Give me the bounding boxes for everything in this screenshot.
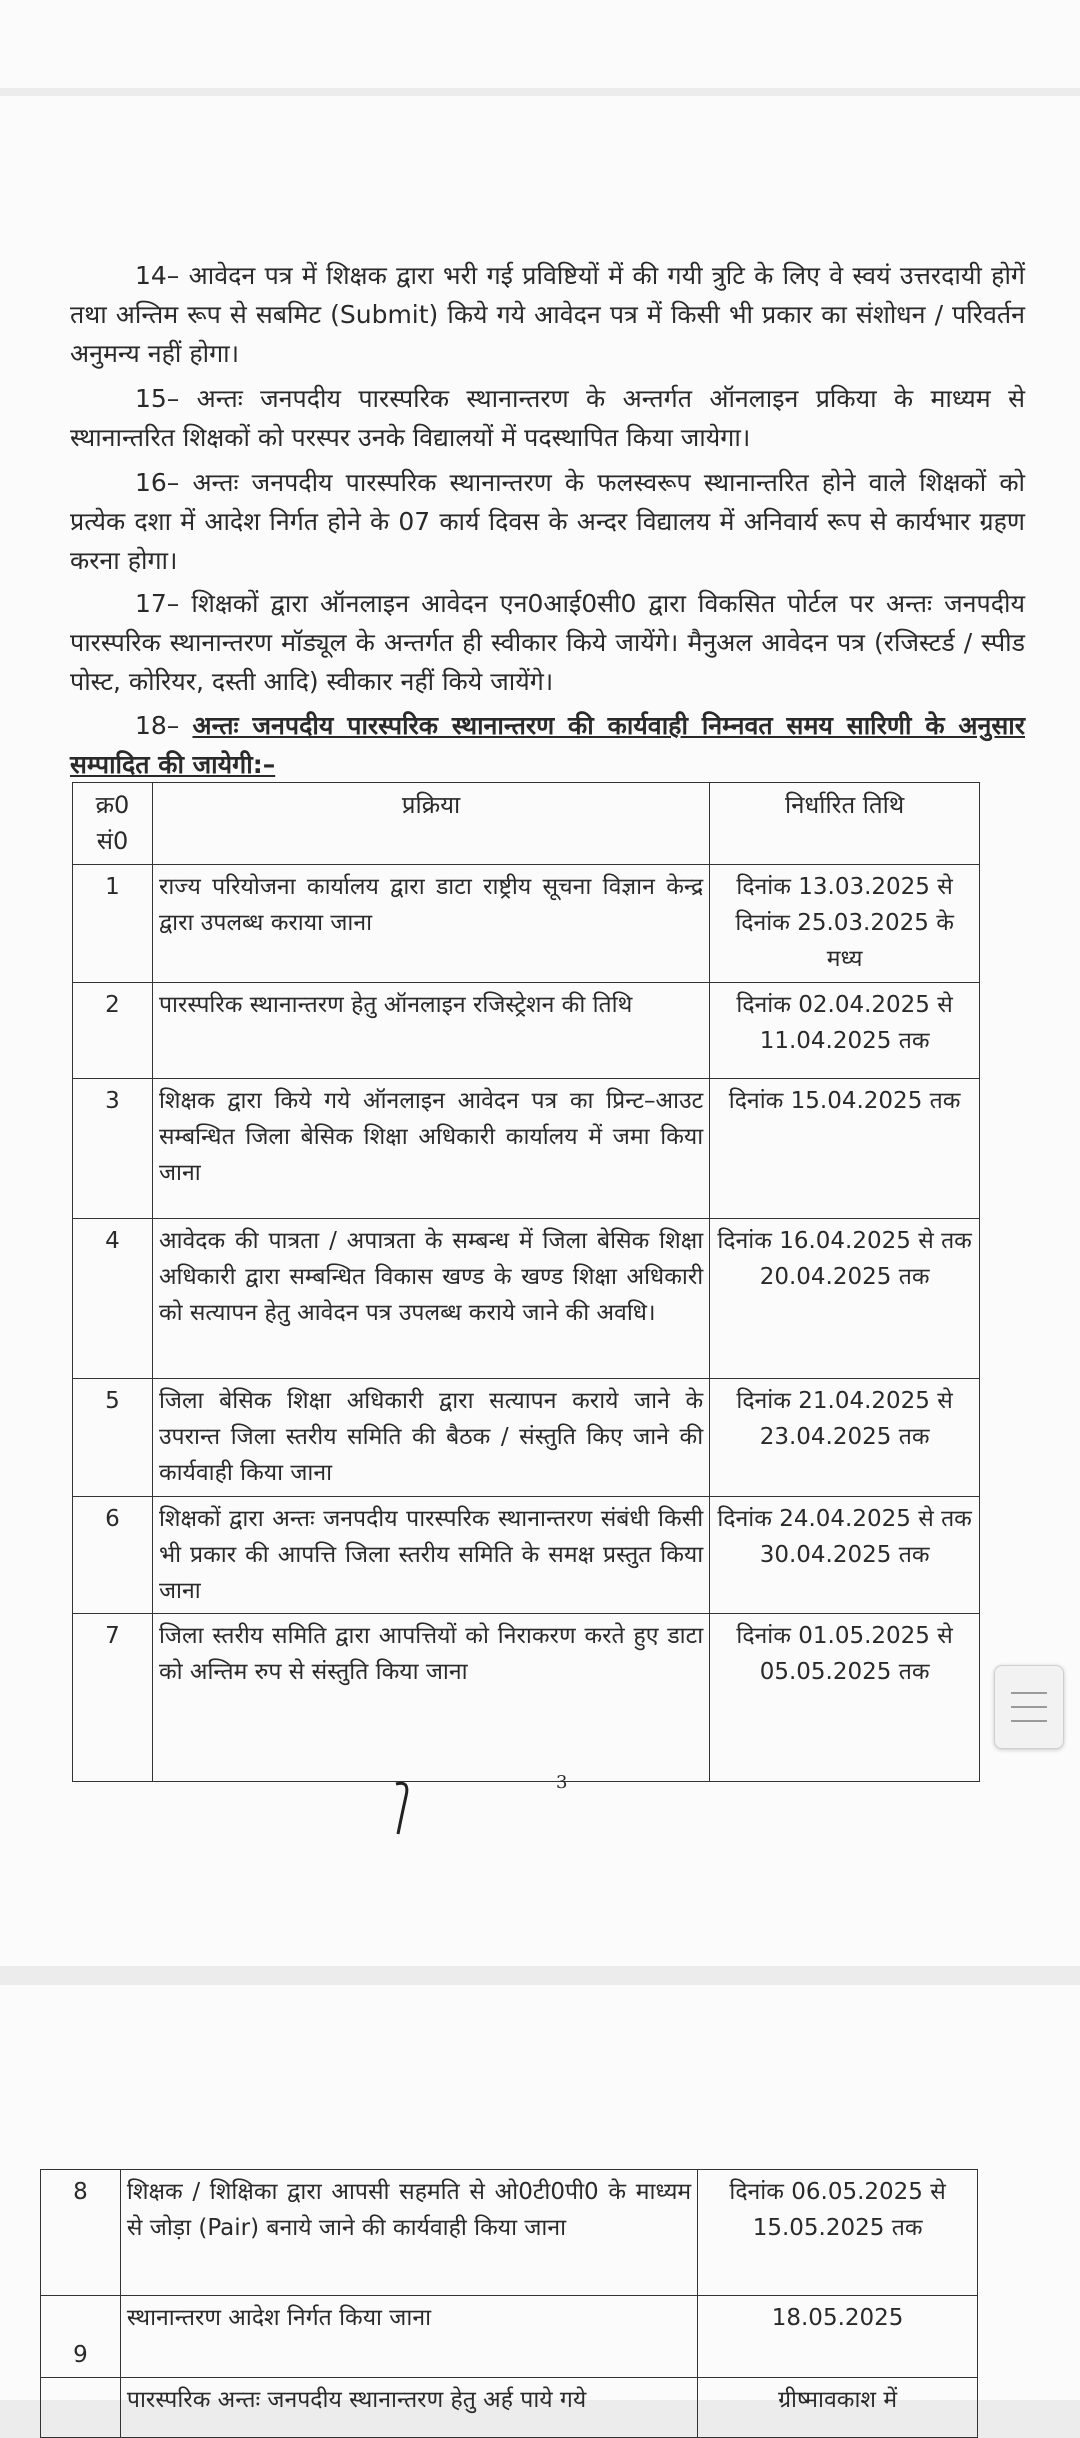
menu-line-icon [1011, 1720, 1047, 1722]
menu-button[interactable] [994, 1665, 1064, 1749]
row-process: राज्य परियोजना कार्यालय द्वारा डाटा राष्ट्रीय सूचना विज्ञान केन्द्र द्वारा उपलब्ध कराया जाना [152, 865, 709, 983]
column-header-process: प्रक्रिया [152, 783, 709, 865]
row-sn: 7 [73, 1614, 153, 1782]
row-process: स्थानान्तरण आदेश निर्गत किया जाना [120, 2296, 697, 2378]
row-sn: 9 [41, 2296, 121, 2378]
signature-mark [390, 1778, 420, 1838]
column-header-sn: क्र0 सं0 [73, 783, 153, 865]
table-row [73, 1497, 980, 1614]
row-date: दिनांक 01.05.2025 से 05.05.2025 तक [710, 1614, 980, 1782]
previous-page-bottom [0, 0, 1080, 88]
schedule-table-continued [40, 2169, 978, 2438]
row-process: पारस्परिक अन्तः जनपदीय स्थानान्तरण हेतु अर्ह पाये गये [120, 2378, 697, 2438]
paragraph-18-number: 18– [135, 711, 180, 740]
row-sn: 2 [73, 983, 153, 1079]
row-date: ग्रीष्मावकाश में [698, 2378, 978, 2438]
row-sn: 3 [73, 1079, 153, 1219]
table-row [73, 983, 980, 1079]
table-row [41, 2170, 978, 2296]
table-row [73, 1219, 980, 1379]
row-sn: 5 [73, 1379, 153, 1497]
row-process: पारस्परिक स्थानान्तरण हेतु ऑनलाइन रजिस्ट्रेशन की तिथि [152, 983, 709, 1079]
row-process: शिक्षक द्वारा किये गये ऑनलाइन आवेदन पत्र का प्रिन्ट–आउट सम्बन्धित जिला बेसिक शिक्षा अधिकारी कार्यालय में जमा किया जाना [152, 1079, 709, 1219]
row-date: दिनांक 16.04.2025 से तक 20.04.2025 तक [710, 1219, 980, 1379]
paragraph-18-heading: अन्तः जनपदीय पारस्परिक स्थानान्तरण की कार्यवाही निम्नवत समय सारिणी के अनुसार सम्पादित की जायेगी:– [70, 711, 1025, 779]
menu-line-icon [1011, 1706, 1047, 1708]
menu-line-icon [1011, 1692, 1047, 1694]
table-row [73, 1379, 980, 1497]
document-page-3 [0, 96, 1080, 1966]
row-sn: 4 [73, 1219, 153, 1379]
row-process: शिक्षक / शिक्षिका द्वारा आपसी सहमति से ओ0टी0पी0 के माध्यम से जोड़ा (Pair) बनाये जाने की कार्यवाही किया जाना [120, 2170, 697, 2296]
row-date: दिनांक 13.03.2025 से दिनांक 25.03.2025 के मध्य [710, 865, 980, 983]
table-row [73, 1614, 980, 1782]
paragraph-15: 15– अन्तः जनपदीय पारस्परिक स्थानान्तरण के अन्तर्गत ऑनलाइन प्रकिया के माध्यम से स्थानान्तरित शिक्षकों को परस्पर उनके विद्यालयों में पदस्थापित किया जायेगा। [70, 384, 1025, 452]
paragraph-16: 16– अन्तः जनपदीय पारस्परिक स्थानान्तरण के फलस्वरूप स्थानान्तरित होने वाले शिक्षकों को प्रत्येक दशा में आदेश निर्गत होने के 07 कार्य दिवस के अन्दर विद्यालय में अनिवार्य रूप से कार्यभार ग्रहण करना होगा। [70, 468, 1025, 575]
row-date: दिनांक 21.04.2025 से 23.04.2025 तक [710, 1379, 980, 1497]
column-header-date: निर्धारित तिथि [710, 783, 980, 865]
row-date: दिनांक 02.04.2025 से 11.04.2025 तक [710, 983, 980, 1079]
page-number: 3 [556, 1772, 568, 1793]
document-page-4 [0, 1985, 1080, 2413]
row-sn [41, 2378, 121, 2438]
paragraph-14: 14– आवेदन पत्र में शिक्षक द्वारा भरी गई प्रविष्टियों में की गयी त्रुटि के लिए वे स्वयं उत्तरदायी होगें तथा अन्तिम रूप से सबमिट (Submit) किये गये आवेदन पत्र में किसी भी प्रकार का संशोधन / परिवर्तन अनुमन्य नहीं होगा। [70, 261, 1025, 368]
row-sn: 8 [41, 2170, 121, 2296]
table-row [73, 1079, 980, 1219]
paragraph-18 [70, 706, 1025, 784]
row-process: आवेदक की पात्रता / अपात्रता के सम्बन्ध में जिला बेसिक शिक्षा अधिकारी द्वारा सम्बन्धित विकास खण्ड के खण्ड शिक्षा अधिकारी को सत्यापन हेतु आवेदन पत्र उपलब्ध कराये जाने की अवधि। [152, 1219, 709, 1379]
row-date: 18.05.2025 [698, 2296, 978, 2378]
row-process: जिला बेसिक शिक्षा अधिकारी द्वारा सत्यापन कराये जाने के उपरान्त जिला स्तरीय समिति की बैठक / संस्तुति किए जाने की कार्यवाही किया जाना [152, 1379, 709, 1497]
row-process: जिला स्तरीय समिति द्वारा आपत्तियों को निराकरण करते हुए डाटा को अन्तिम रुप से संस्तुति किया जाना [152, 1614, 709, 1782]
table-row [41, 2378, 978, 2438]
table-row [41, 2296, 978, 2378]
row-sn: 6 [73, 1497, 153, 1614]
paragraph-17: 17– शिक्षकों द्वारा ऑनलाइन आवेदन एन0आई0सी0 द्वारा विकसित पोर्टल पर अन्तः जनपदीय पारस्परिक स्थानान्तरण मॉड्यूल के अन्तर्गत ही स्वीकार किये जायेंगे। मैनुअल आवेदन पत्र (रजिस्टर्ड / स्पीड पोस्ट, कोरियर, दस्ती आदि) स्वीकार नहीं किये जायेंगे। [70, 589, 1025, 696]
table-header-row [73, 783, 980, 865]
row-date: दिनांक 15.04.2025 तक [710, 1079, 980, 1219]
row-date: दिनांक 24.04.2025 से तक 30.04.2025 तक [710, 1497, 980, 1614]
row-process: शिक्षकों द्वारा अन्तः जनपदीय पारस्परिक स्थानान्तरण संबंधी किसी भी प्रकार की आपत्ति जिला स्तरीय समिति के समक्ष प्रस्तुत किया जाना [152, 1497, 709, 1614]
row-sn: 1 [73, 865, 153, 983]
row-date: दिनांक 06.05.2025 से 15.05.2025 तक [698, 2170, 978, 2296]
schedule-table [72, 782, 980, 1782]
table-row [73, 865, 980, 983]
